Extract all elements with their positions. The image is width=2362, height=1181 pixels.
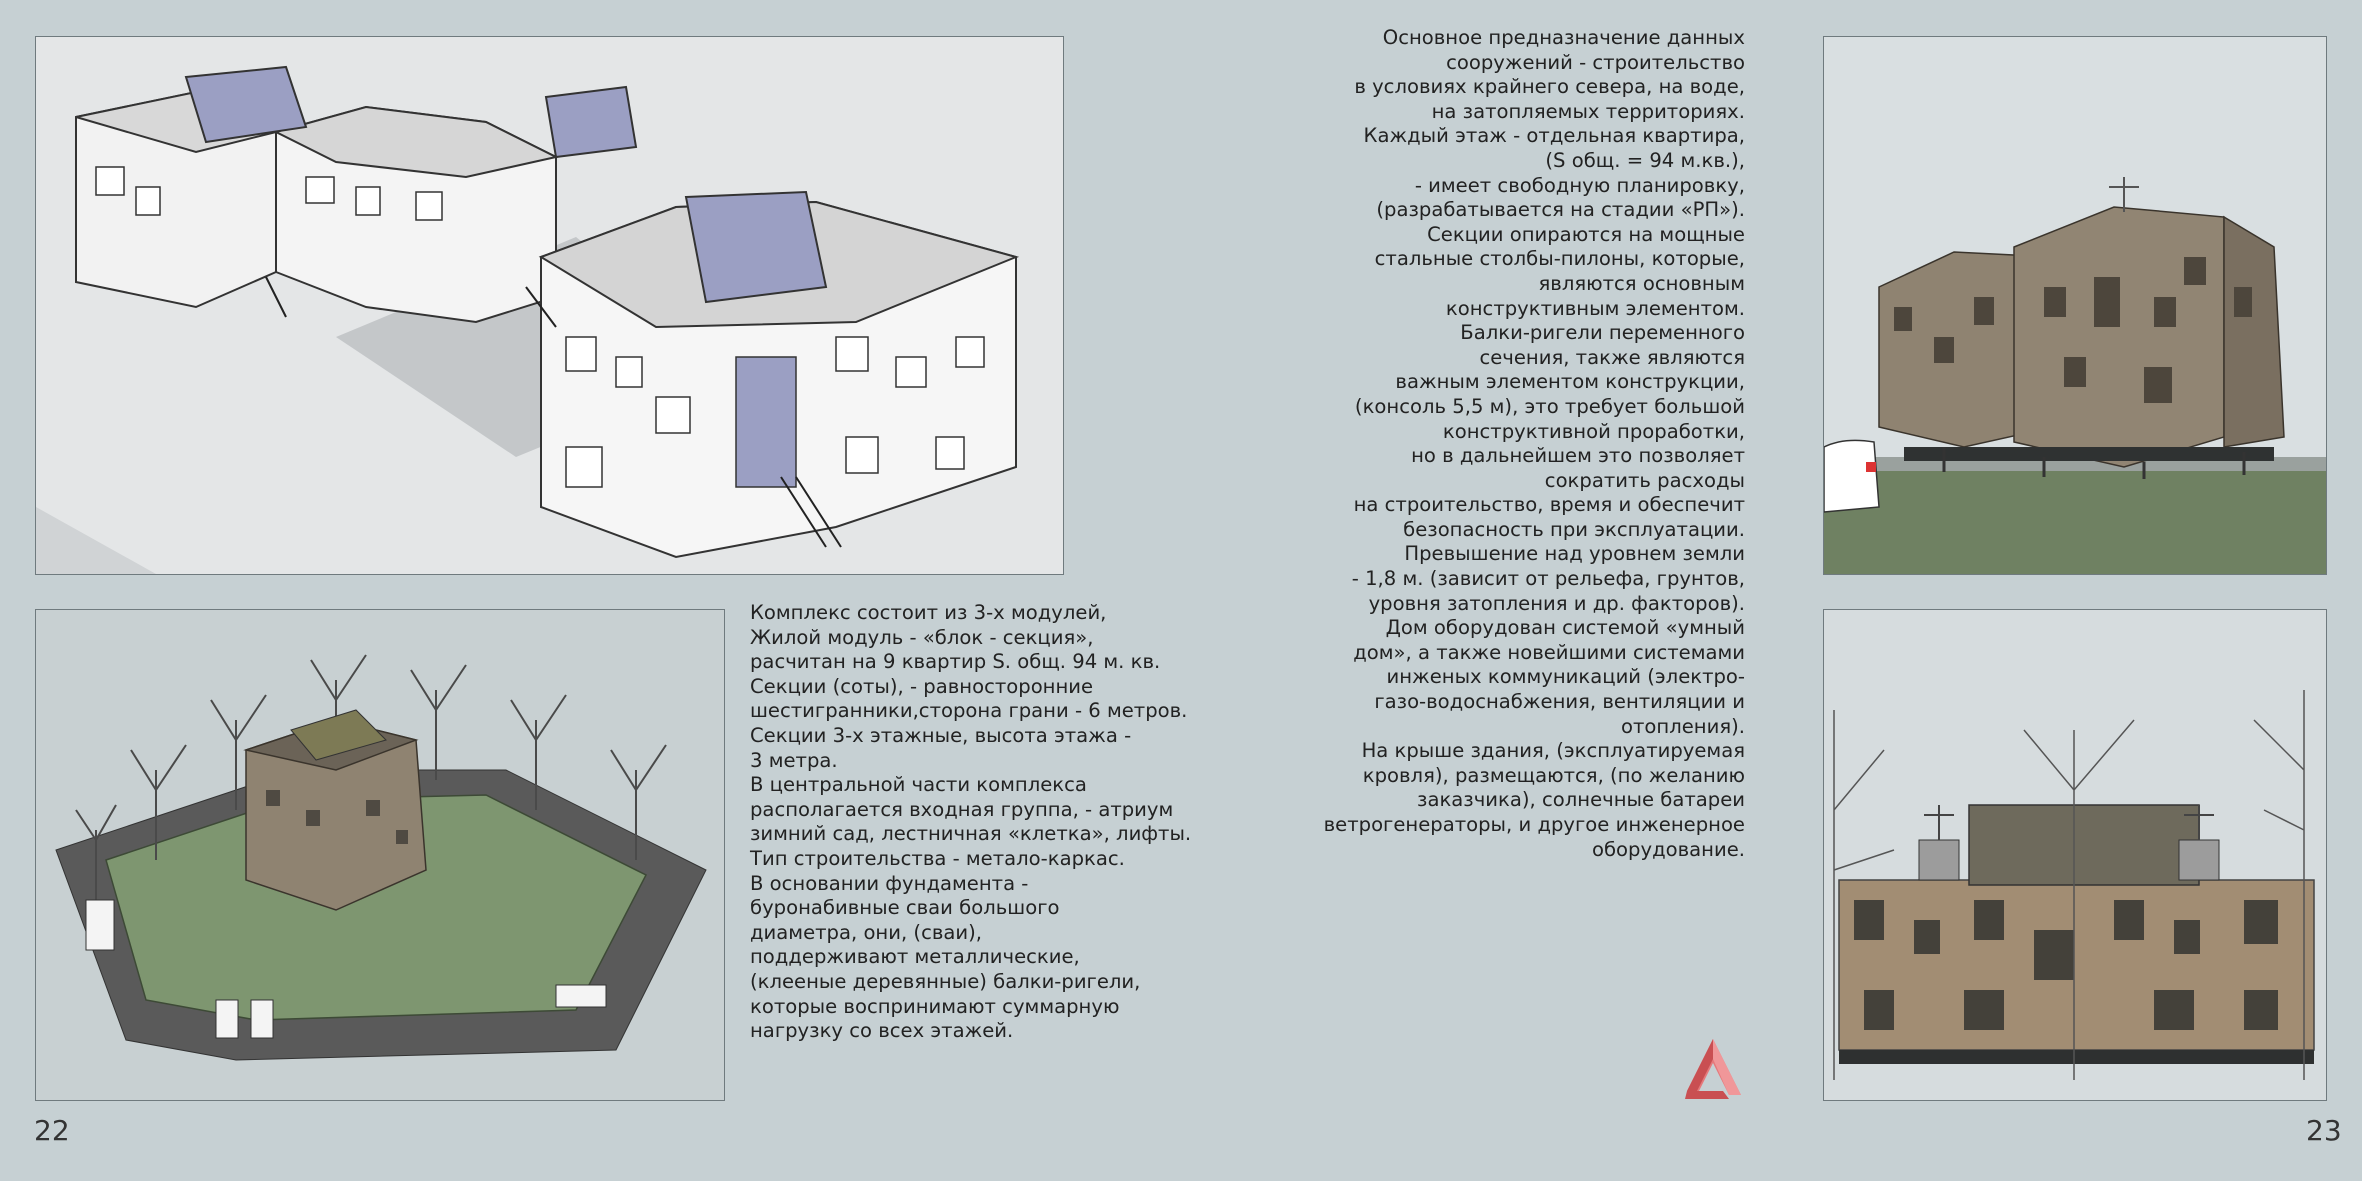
penrose-triangle-logo — [1683, 1037, 1743, 1101]
render-facade-perspective — [1823, 36, 2327, 575]
page-number-left: 22 — [34, 1114, 70, 1147]
render-facade-elevation — [1823, 609, 2327, 1101]
render-site-plan — [35, 609, 725, 1101]
page-number-right: 23 — [2306, 1114, 2342, 1147]
building-purpose-text: Основное предназначение данных сооружений - строительство в условиях крайнего севера, на воде, на затопляемых территориях. Каждый этаж - отдельная квартира, (S общ. = 94 м.кв.), - имеет свободную планировку, (разрабатывается на стадии «РП»). Секции опираются на мощные стальные столбы-пилоны, которые, являются основным конструктивным элементом. Балки-ригели переменного сечения, также являются важным элементом конструкции, (консоль 5,5 м), это требует большой конструктивной проработки, но в дальнейшем это позволяет сократить расходы на строительство, время и обеспечит безопасность при эксплуатации. Превышение над уровнем земли - 1,8 м. (зависит от рельефа, грунтов, уровня затопления и др. факторов). Дом оборудован системой «умный дом», а также новейшими системами инженых коммуникаций (электро- газо-водоснабжения, вентиляции и отопления). На крыше здания, (эксплуатируемая кровля), размещаются, (по желанию заказчика), солнечные батареи ветрогенераторы, и другое инженерное оборудование. — [1323, 26, 1745, 861]
render-complex-aerial — [35, 36, 1064, 575]
complex-description-text: Комплекс состоит из 3-х модулей, Жилой модуль - «блок - секция», расчитан на 9 квартир S. общ. 94 м. кв. Секции (соты), - равносторонние шестигранники,сторона грани - 6 метров. Секции 3-х этажные, высота этажа - 3 метра. В центральной части комплекса располагается входная группа, - атриум зимний сад, лестничная «клетка», лифты. Тип строительства - метало-каркас. В основании фундамента - буронабивные сваи большого диаметра, они, (сваи), поддерживают металлические, (клееные деревянные) балки-ригели, которые воспринимают суммарную нагрузку со всех этажей. — [750, 601, 1192, 1043]
